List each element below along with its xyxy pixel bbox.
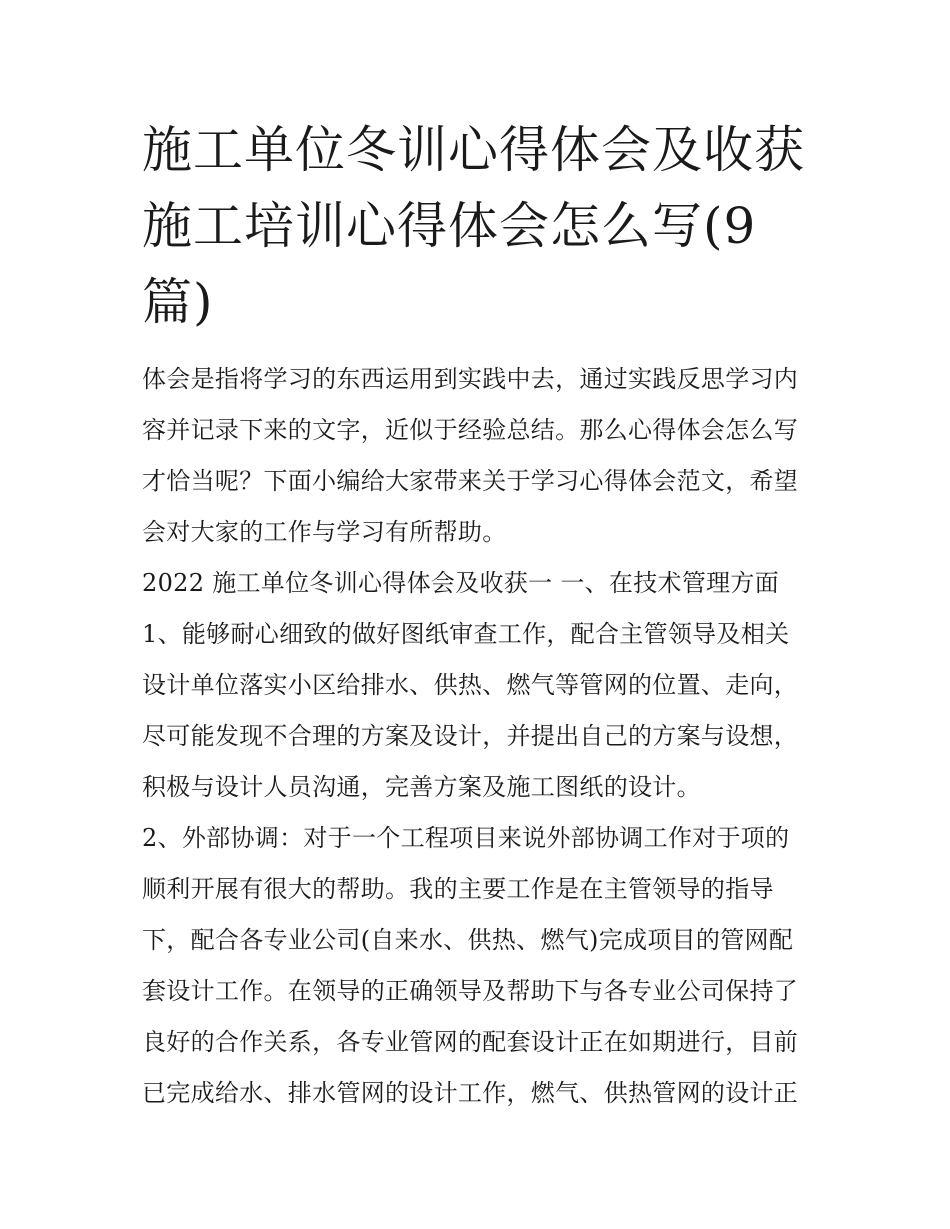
body-line: 才恰当呢？下面小编给大家带来关于学习心得体会范文，希望 [142,467,799,495]
body-line: 顺利开展有很大的帮助。我的主要工作是在主管领导的指导 [142,875,774,903]
section-heading-line: 2022 施工单位冬训心得体会及收获一 一、在技术管理方面 [142,569,780,597]
body-line: 1、能够耐心细致的做好图纸审查工作，配合主管领导及相关 [142,620,790,648]
title-line: 施工单位冬训心得体会及收获 [142,121,805,179]
body-line: 套设计工作。在领导的正确领导及帮助下与各专业公司保持了 [142,977,799,1005]
body-line: 下，配合各专业公司(自来水、供热、燃气)完成项目的管网配 [142,926,794,954]
body-line: 尽可能发现不合理的方案及设计，并提出自己的方案与设想， [142,722,799,750]
body-line: 良好的合作关系，各专业管网的配套设计正在如期进行，目前 [142,1028,799,1056]
body-line: 体会是指将学习的东西运用到实践中去，通过实践反思学习内 [142,365,799,393]
body-line: 设计单位落实小区给排水、供热、燃气等管网的位置、走向， [142,671,799,699]
document-title [142,112,822,340]
body-line: 2、外部协调：对于一个工程项目来说外部协调工作对于项的 [142,824,790,852]
title-line: 篇) [142,273,214,331]
body-line: 容并记录下来的文字，近似于经验总结。那么心得体会怎么写 [142,416,799,444]
title-line: 施工培训心得体会怎么写(9 [142,197,757,255]
body-line: 积极与设计人员沟通，完善方案及施工图纸的设计。 [142,773,701,801]
body-line: 已完成给水、排水管网的设计工作，燃气、供热管网的设计正 [142,1079,799,1107]
body-line: 会对大家的工作与学习有所帮助。 [142,518,507,546]
document-body [142,354,822,1119]
